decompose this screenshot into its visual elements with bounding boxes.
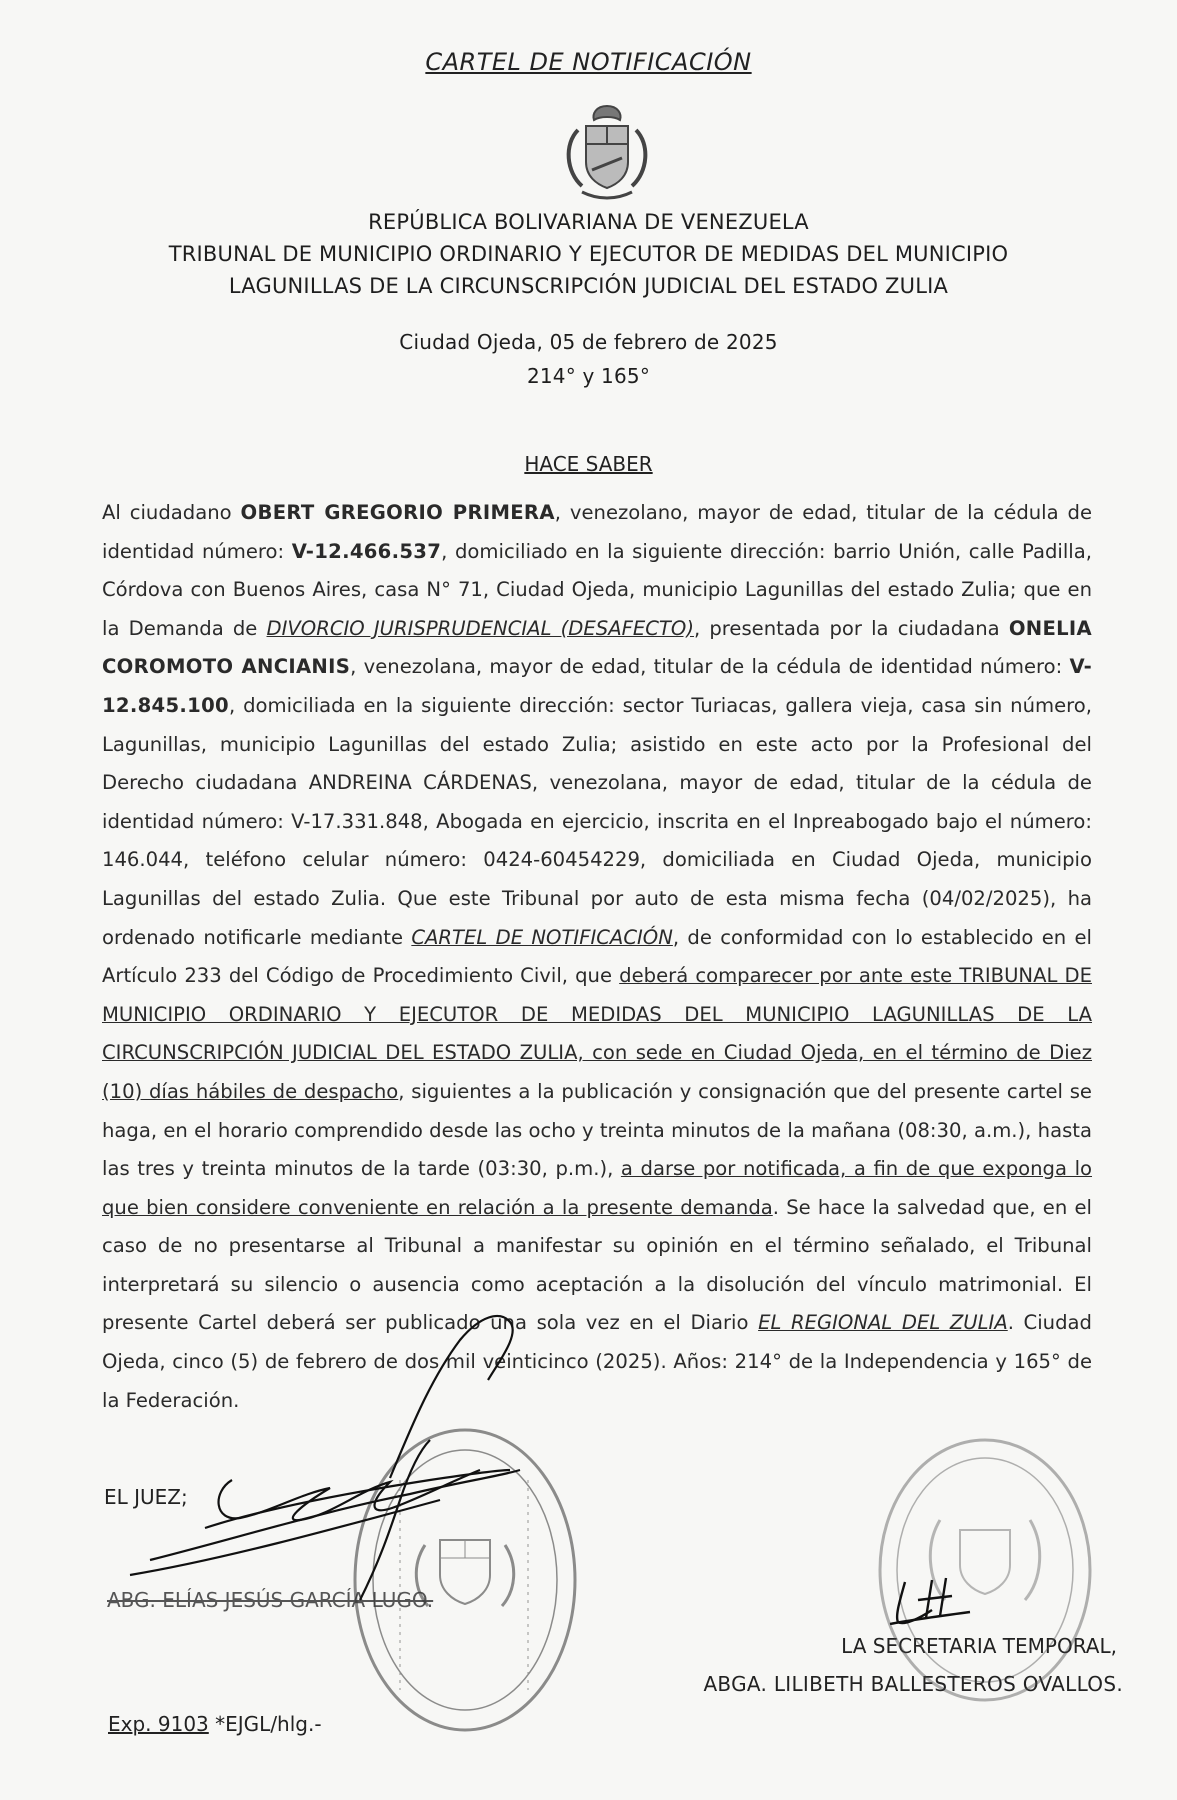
notification-body bbox=[102, 494, 1092, 1420]
plaintiff-id: V-12.845.100 bbox=[102, 655, 1093, 717]
years-line: 214° y 165° bbox=[526, 364, 651, 388]
file-reference bbox=[108, 1712, 322, 1736]
judge-label: EL JUEZ; bbox=[104, 1485, 188, 1509]
coat-of-arms-icon bbox=[548, 100, 666, 208]
cartel-reference: CARTEL DE NOTIFICACIÓN bbox=[411, 925, 673, 949]
document-date: Ciudad Ojeda, 05 de febrero de 2025 bbox=[399, 330, 778, 354]
tribunal-heading-line-1: TRIBUNAL DE MUNICIPIO ORDINARIO Y EJECUTOR DE MEDIDAS DEL MUNICIPIO bbox=[168, 242, 1009, 266]
notification-clause: a darse por notificada, a fin de que exponga lo que bien considere conveniente en relación a la presente demanda bbox=[102, 1157, 1093, 1219]
court-seal-stamp bbox=[355, 1430, 575, 1730]
body-text: , domiciliada en la siguiente dirección: sector Turiacas, gallera vieja, casa sin número, Lagunillas, municipio Lagunillas del estado Zulia; asistido en este acto por la Profesional del Derecho ciudadana ANDREINA CÁRDENAS, venezolana, mayor de edad, titular de la cédula de identidad número: V-17.331.848, Abogada en ejercicio, inscrita en el Inpreabogado bajo el número: 146.044, teléfono celular número: 0424-60454229, domiciliada en Ciudad Ojeda, municipio Lagunillas del estado Zulia. Que este Tribunal por auto de esta misma fecha (04/02/2025), ha ordenado notificarle mediante bbox=[102, 693, 1092, 949]
republic-heading: REPÚBLICA BOLIVARIANA DE VENEZUELA bbox=[368, 210, 809, 234]
secretary-signature bbox=[890, 1578, 970, 1624]
newspaper-name: EL REGIONAL DEL ZULIA bbox=[758, 1311, 1008, 1335]
plaintiff-name: ONELIA COROMOTO ANCIANIS bbox=[102, 616, 1092, 679]
file-number: Exp. 9103 bbox=[108, 1712, 209, 1736]
body-text: , presentada por la ciudadana bbox=[693, 616, 1009, 640]
body-text: , venezolano, mayor de edad, titular de la cédula de identidad número: bbox=[102, 501, 1092, 563]
file-initials: *EJGL/hlg.- bbox=[208, 1712, 322, 1736]
body-text: , siguientes a la publicación y consignación que del presente cartel se haga, en el horario comprendido desde las ocho y treinta minutos de la mañana (08:30, a.m.), hasta las tres y treinta minutos de la tarde (03:30, p.m.), bbox=[102, 1079, 1092, 1181]
judge-name: ABG. ELÍAS JESÚS GARCÍA LUGO. bbox=[107, 1588, 434, 1612]
defendant-id: V-12.466.537 bbox=[291, 539, 442, 563]
secretary-title: LA SECRETARIA TEMPORAL, bbox=[841, 1634, 1117, 1658]
secretary-name: ABGA. LILIBETH BALLESTEROS OVALLOS. bbox=[703, 1672, 1123, 1696]
body-text: . Ciudad Ojeda, cinco (5) de febrero de dos mil veinticinco (2025). Años: 214° de la Independencia y 165° de la Federación. bbox=[102, 1311, 1092, 1412]
defendant-name: OBERT GREGORIO PRIMERA bbox=[240, 501, 555, 524]
body-text: Al ciudadano bbox=[102, 501, 241, 524]
document-title: CARTEL DE NOTIFICACIÓN bbox=[425, 48, 752, 76]
body-text: , venezolana, mayor de edad, titular de la cédula de identidad número: bbox=[350, 655, 1070, 679]
judiciary-seal-stamp bbox=[880, 1440, 1090, 1700]
section-title: HACE SABER bbox=[524, 452, 653, 476]
appearance-clause: deberá comparecer por ante este TRIBUNAL DE MUNICIPIO ORDINARIO Y EJECUTOR DE MEDIDAS DEL MUNICIPIO LAGUNILLAS DE LA CIRCUNSCRIPCIÓN JUDICIAL DEL ESTADO ZULIA, con sede en Ciudad Ojeda, en el término de Diez (10) días hábiles de despacho bbox=[102, 964, 1092, 1103]
body-text: , de conformidad con lo establecido en el Artículo 233 del Código de Procedimiento Civil, que bbox=[102, 925, 1092, 988]
body-text: . Se hace la salvedad que, en el caso de no presentarse al Tribunal a manifestar su opinión en el término señalado, el Tribunal interpretará su silencio o ausencia como aceptación a la disolución del vínculo matrimonial. El presente Cartel deberá ser publicado una sola vez en el Diario bbox=[102, 1195, 1092, 1335]
tribunal-heading-line-2: LAGUNILLAS DE LA CIRCUNSCRIPCIÓN JUDICIAL DEL ESTADO ZULIA bbox=[228, 274, 949, 298]
lawsuit-type: DIVORCIO JURISPRUDENCIAL (DESAFECTO) bbox=[266, 616, 694, 640]
body-text: , domiciliado en la siguiente dirección: barrio Unión, calle Padilla, Córdova con Buenos Aires, casa N° 71, Ciudad Ojeda, municipio Lagunillas del estado Zulia; que en la Demanda de bbox=[102, 539, 1092, 640]
